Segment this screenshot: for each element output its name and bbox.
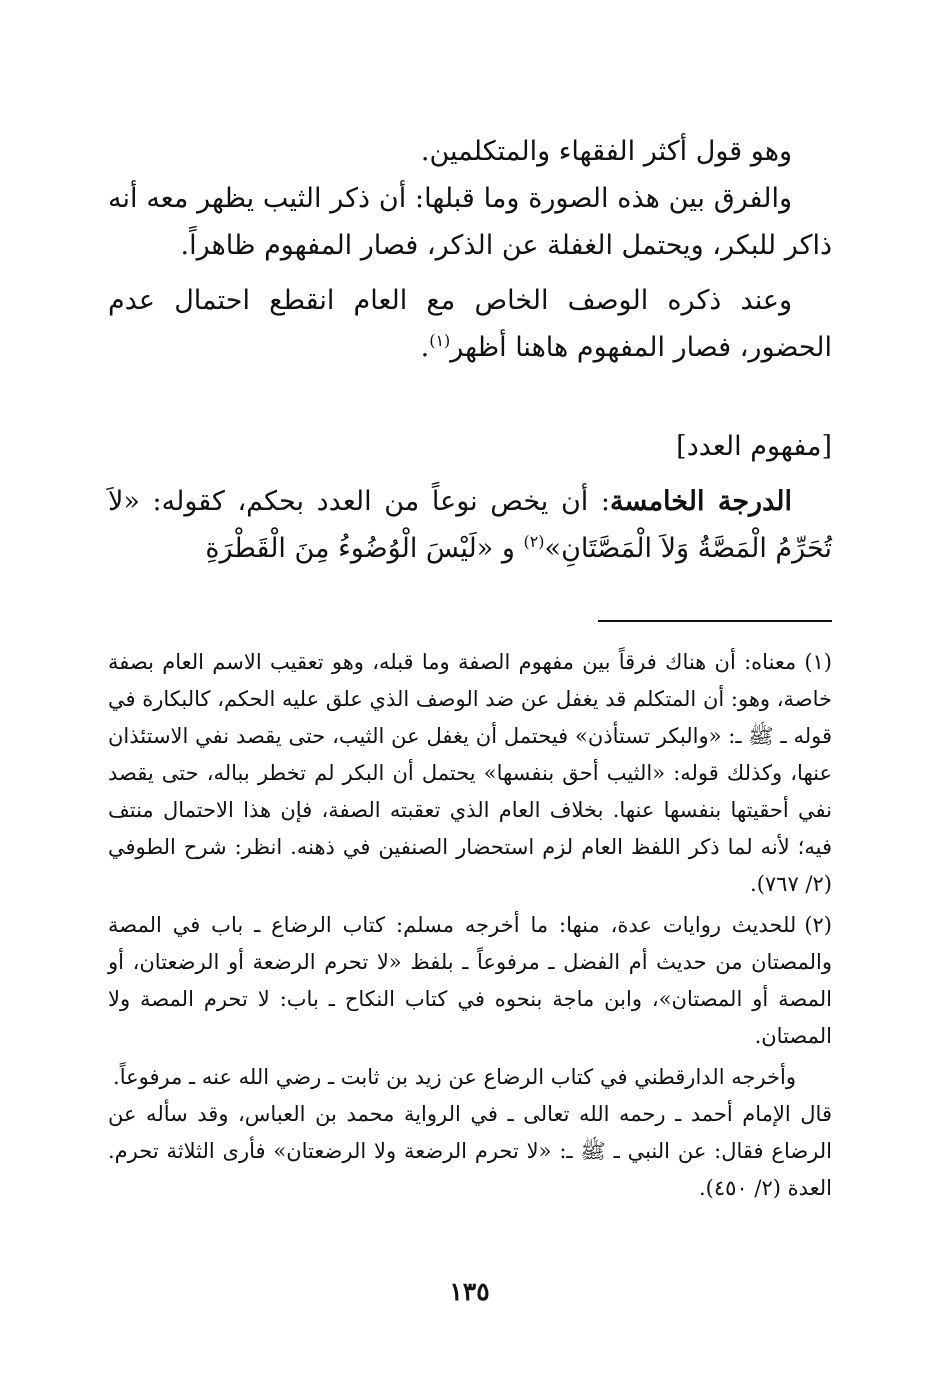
footnote-1-number: (١) [804,650,832,674]
paragraph-4-text: : أن يخص نوعاً من العدد بحكم، كقوله: «لاَ تُحَرِّمُ الْمَصَّةُ وَلاَ الْمَصَّتَانِ» [108,486,832,564]
paragraph-4-end: و «لَيْسَ الْوُضُوءُ مِنَ الْقَطْرَةِ [205,533,524,564]
footnote-2-continuation-2: قال الإمام أحمد ـ رحمه الله تعالى ـ في الرواية محمد بن العباس، وقد سأله عن الرضاع فقال: عن النبي ـ ﷺ ـ: «لا تحرم الرضعة ولا الرضعتان» فأرى الثلاثة تحرم. العدة (٢/ ٤٥٠). [108,1102,832,1200]
page-number: ١٣٥ [449,1277,490,1306]
paragraph-3-text: وعند ذكره الوصف الخاص مع العام انقطع احتمال عدم الحضور، فصار المفهوم هاهنا أظهر [108,285,832,363]
footnote-separator [598,620,832,622]
footnote-2-text: للحديث روايات عدة، منها: ما أخرجه مسلم: كتاب الرضاع ـ باب في المصة والمصتان من حديث أم الفضل ـ مرفوعاً ـ بلفظ «لا تحرم الرضعة أو الرضعتان، أو المصة أو المصتان»، وابن ماجة بنحوه في كتاب النكاح ـ باب: لا تحرم المصة ولا المصتان. [108,913,832,1048]
footnote-ref-1: (١) [429,331,451,350]
footnote-2-number: (٢) [804,913,832,937]
footnote-1-text: معناه: أن هناك فرقاً بين مفهوم الصفة وما قبله، وهو تعقيب الاسم العام بصفة خاصة، وهو: أن المتكلم قد يغفل عن ضد الوصف الذي علق عليه الحكم، كالبكارة في قوله ـ ﷺ ـ: «والبكر تستأذن» فيحتمل أن يغفل عن الثيب، حتى يقصد نفي الاستئذان عنها، وكذلك قوله: «الثيب أحق بنفسها» يحتمل أن البكر لم تخطر بباله، حتى يقصد نفي أحقيتها بنفسها عنها. بخلاف العام الذي تعقبته الصفة، فإن هذا الاحتمال منتف فيه؛ لأنه لما ذكر اللفظ العام لزم استحضار الصنفين في ذهنه. انظر: شرح الطوفي (٢/ ٧٦٧). [108,650,832,896]
main-text [108,128,832,572]
degree-label: الدرجة الخامسة [610,486,792,517]
footnote-2-continuation-1: وأخرجه الدارقطني في كتاب الرضاع عن زيد بن ثابت ـ رضي الله عنه ـ مرفوعاً. [113,1065,796,1089]
footnote-2 [108,907,832,1055]
paragraph-3-end: . [420,332,430,363]
footnote-1 [108,644,832,903]
paragraph-4 [108,478,832,572]
footnotes [108,644,832,1207]
paragraph-2: والفرق بين هذه الصورة وما قبلها: أن ذكر الثيب يظهر معه أنه ذاكر للبكر، ويحتمل الغفلة عن الذكر، فصار المفهوم ظاهراً. [108,183,832,261]
paragraph-3 [108,277,832,371]
footnote-ref-2: (٢) [523,532,545,551]
section-heading: [مفهوم العدد] [676,431,832,462]
paragraph-1: وهو قول أكثر الفقهاء والمتكلمين. [420,136,792,167]
